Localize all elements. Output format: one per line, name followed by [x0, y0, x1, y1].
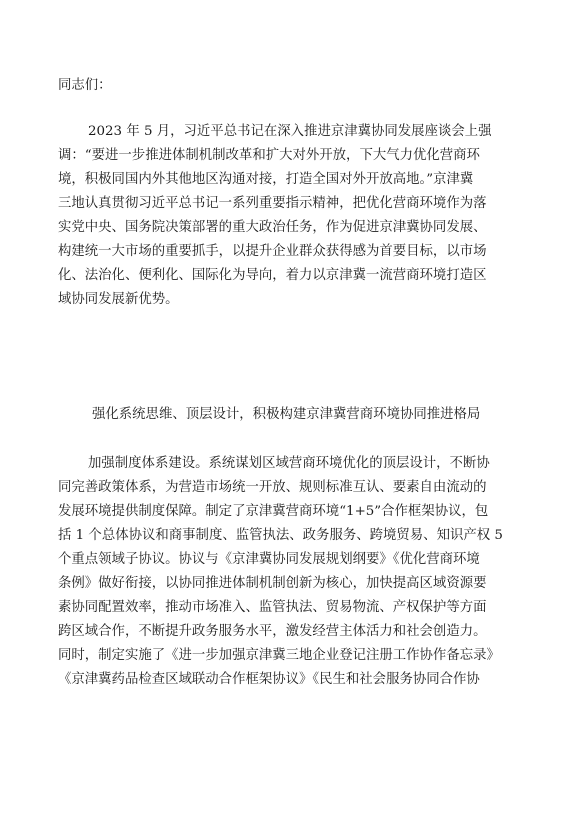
paragraph-line: 同时，制定实施了《进一步加强京津冀三地企业登记注册工作协作备忘录》 [58, 648, 500, 663]
paragraph-2 [0, 452, 578, 692]
paragraph-line: 2023 年 5 月，习近平总书记在深入推进京津冀协同发展座谈会上强 [88, 124, 492, 139]
paragraph-line: 《京津冀药品检查区域联动合作框架协议》《民生和社会服务协同合作协 [58, 672, 480, 687]
paragraph-line: 三地认真贯彻习近平总书记一系列重要指示精神，把优化营商环境作为落 [58, 196, 487, 211]
paragraph-line: 构建统一大市场的重要抓手，以提升企业群众获得感为首要目标，以市场 [58, 244, 487, 259]
paragraph-line: 实党中央、国务院决策部署的重大政治任务，作为促进京津冀协同发展、 [58, 220, 487, 235]
paragraph-line: 跨区域合作，不断提升政务服务水平，激发经营主体活力和社会创造力。 [58, 624, 487, 639]
salutation: 同志们： [58, 78, 112, 93]
paragraph-line: 同完善政策体系，为营造市场统一开放、规则标准互认、要素自由流动的 [58, 480, 487, 495]
paragraph-line: 域协同发展新优势。 [58, 292, 179, 307]
paragraph-line: 个重点领域子协议。协议与《京津冀协同发展规划纲要》《优化营商环境 [58, 552, 480, 567]
paragraph-line: 加强制度体系建设。系统谋划区域营商环境优化的顶层设计，不断协 [88, 456, 490, 471]
paragraph-1 [0, 120, 578, 312]
section-heading: 强化系统思维、顶层设计，积极构建京津冀营商环境协同推进格局 [92, 407, 481, 422]
paragraph-line: 素协同配置效率，推动市场准入、监管执法、贸易物流、产权保护等方面 [58, 600, 487, 615]
paragraph-line: 条例》做好衔接，以协同推进体制机制创新为核心，加快提高区域资源要 [58, 576, 487, 591]
paragraph-line: 化、法治化、便利化、国际化为导向，着力以京津冀一流营商环境打造区 [58, 268, 487, 283]
paragraph-line: 括 1 个总体协议和商事制度、监管执法、政务服务、跨境贸易、知识产权 5 [58, 528, 503, 543]
paragraph-line: 发展环境提供制度保障。制定了京津冀营商环境“1+5”合作框架协议，包 [58, 504, 489, 519]
paragraph-line: 境，积极同国内外其他地区沟通对接，打造全国对外开放高地。”京津冀 [58, 172, 474, 187]
paragraph-line: 调：“要进一步推进体制机制改革和扩大对外开放，下大气力优化营商环 [58, 148, 480, 163]
